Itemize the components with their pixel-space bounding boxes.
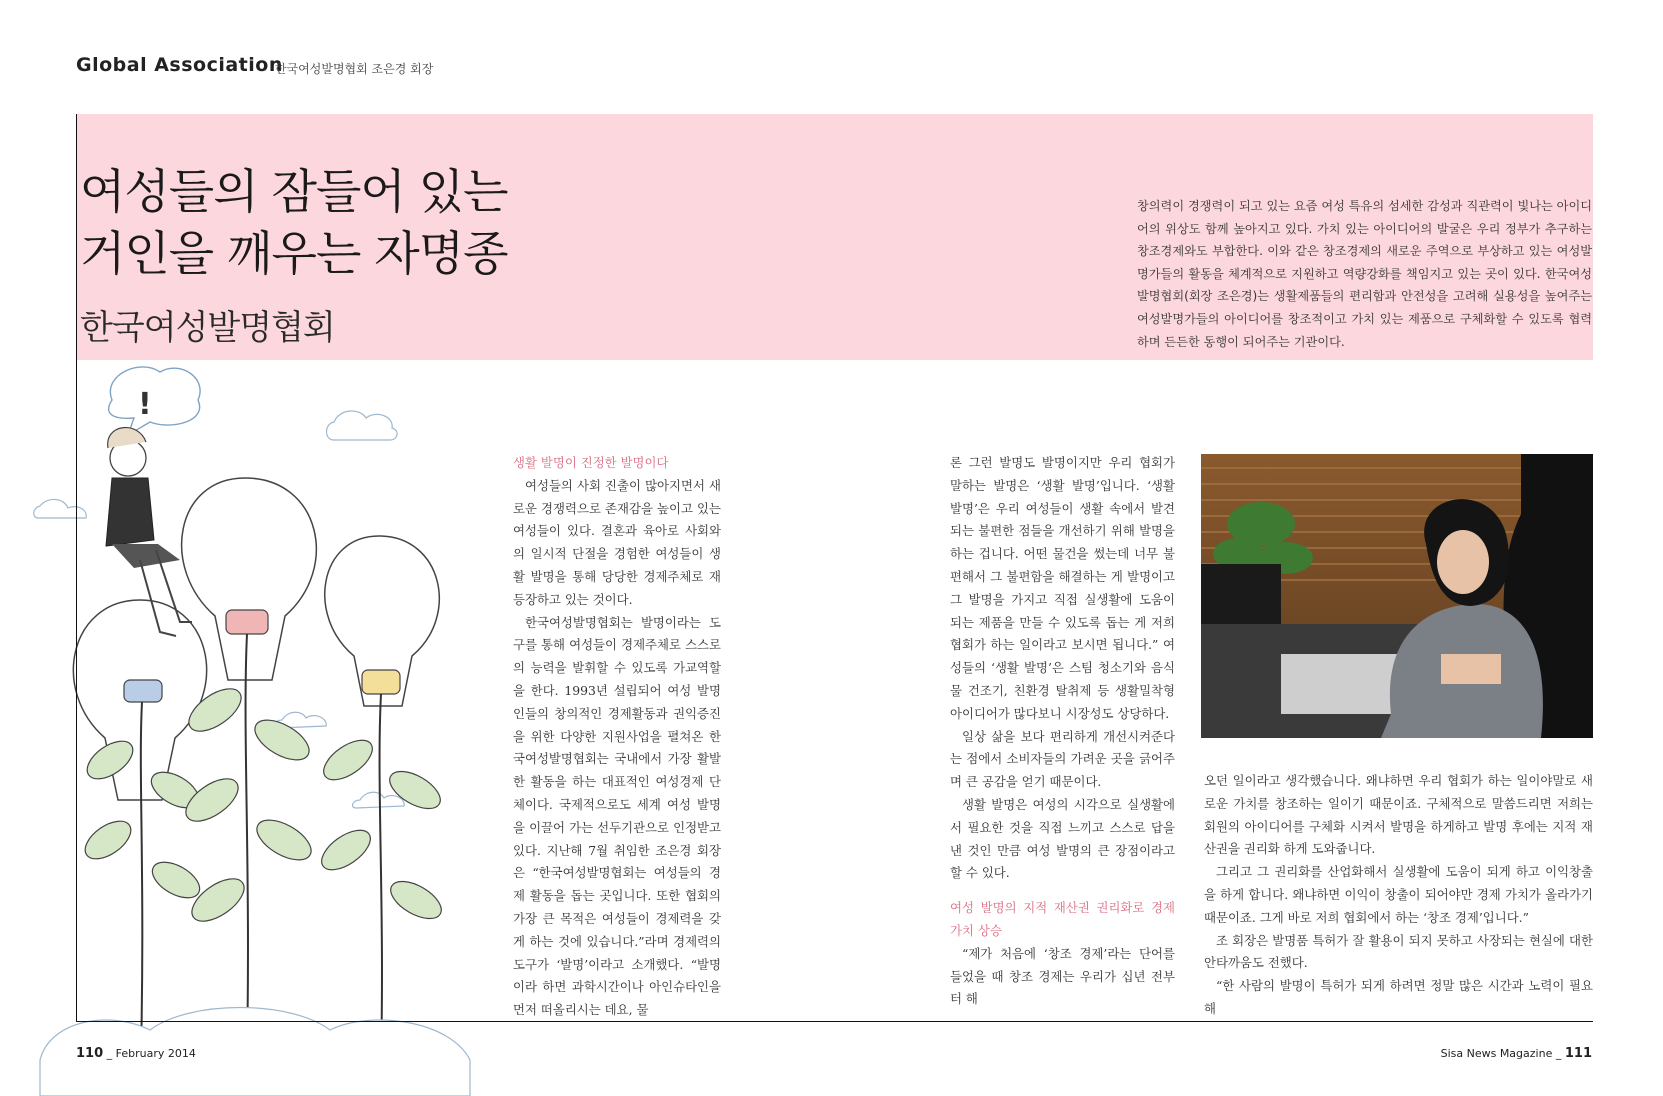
page-number-left: 110 — [76, 1046, 104, 1061]
paragraph: 그리고 그 권리화를 산업화해서 실생활에 도움이 되게 하고 이익창출을 하게 합니다. 왜냐하면 이익이 창출이 되어야만 경제 가치가 올라가기 때문이죠. 그게 바로 저희 협회에서 하는 ‘창조 경제’입니다.” — [1204, 864, 1593, 925]
headline — [80, 162, 508, 286]
paragraph: 론 그런 발명도 발명이지만 우리 협회가 말하는 발명은 ‘생활 발명’입니다. ‘생활 발명’은 우리 여성들이 생활 속에서 발견되는 불편한 점들을 개선하기 위해 발명을 하는 겁니다. 어떤 물건을 썼는데 너무 불편해서 그 불편함을 해결하는 게 발명이고 그 발명을 가지고 직접 실생활에 도움이 되는 제품을 만들 수 있도록 돕는 게 저희 협회가 하는 일이라고 보시면 됩니다.” 여성들의 ‘생활 발명’은 스팀 청소기와 음식물 건조기, 친환경 탈취제 등 생활밀착형 아이디어가 많다보니 시장성도 상당하다. — [950, 455, 1175, 721]
left-border-rule — [76, 114, 77, 1022]
paragraph: “한 사람의 발명이 특허가 되게 하려면 정말 많은 시간과 노력이 필요해 — [1204, 978, 1593, 1016]
bottom-border-rule — [76, 1021, 1593, 1022]
paragraph: 한국여성발명협회는 발명이라는 도구를 통해 여성들이 경제주체로 스스로의 능력을 발휘할 수 있도록 가교역할을 한다. 1993년 설립되어 여성 발명인들의 창의적인 경제활동과 권익증진을 위한 다양한 지원사업을 펼쳐온 한국여성발명협회는 국내에서 가장 활발한 활동을 하는 대표적인 여성경제 단체이다. 국제적으로도 세계 여성 발명을 이끌어 가는 선두기관으로 인정받고 있다. 지난해 7월 취임한 조은경 회장은 “한국여성발명협회는 여성들의 경제 활동을 돕는 곳입니다. 또한 협회의 가장 큰 목적은 여성들이 경제력을 갖게 하는 것에 있습니다.”라며 경제력의 도구가 ‘발명’이라고 소개했다. “발명이라 하면 과학시간이나 아인슈타인을 먼저 떠올리시는 데요, 물 — [513, 614, 721, 1018]
article-column-3 — [1204, 770, 1593, 1021]
section-name: Global Association — [76, 54, 283, 76]
folio-left — [76, 1046, 196, 1061]
headline-line-1: 여성들의 잠들어 있는 — [80, 165, 508, 220]
paragraph: 일상 삶을 보다 편리하게 개선시켜준다는 점에서 소비자들의 가려운 곳을 긁어주며 큰 공감을 얻기 때문이다. — [950, 728, 1175, 790]
section-subtitle: 한국여성발명협회 조은경 회장 — [275, 62, 434, 76]
intro-paragraph: 창의력이 경쟁력이 되고 있는 요즘 여성 특유의 섬세한 감성과 직관력이 빛나는 아이디어의 위상도 함께 높아지고 있다. 가치 있는 아이디어의 발굴은 우리 정부가 추구하는 창조경제와도 부합한다. 이와 같은 창조경제의 새로운 주역으로 부상하고 있는 여성발명가들의 활동을 체계적으로 지원하고 역량강화를 책임지고 있는 곳이 있다. 한국여성발명협회(회장 조은경)는 생활제품들의 편리함과 안전성을 고려해 실용성을 높여주는 여성발명가들의 아이디어를 창조적이고 가치 있는 제품으로 구체화할 수 있도록 협력하며 든든한 동행이 되어주는 기관이다. — [1137, 199, 1592, 349]
speech-bubble-icon — [109, 367, 200, 435]
monitor-icon — [1201, 564, 1281, 634]
magazine-name: Sisa News Magazine — [1440, 1047, 1553, 1060]
folio-separator: _ — [1552, 1047, 1565, 1060]
paragraph: 여성들의 사회 진출이 많아지면서 새로운 경쟁력으로 존재감을 높이고 있는 여성들이 있다. 결혼과 육아로 사회와의 일시적 단절을 경험한 여성들이 생활 발명을 통해 당당한 경제주체로 재등장하고 있는 것이다. — [513, 477, 721, 607]
lightbulb-plant-illustration — [30, 360, 480, 1096]
issue-date: February 2014 — [115, 1047, 196, 1060]
folio-right — [1441, 1046, 1592, 1061]
paragraph: “제가 처음에 ‘창조 경제’라는 단어를 들었을 때 창조 경제는 우리가 십년 전부터 해 — [950, 945, 1175, 1007]
org-name: 한국여성발명협회 — [80, 308, 335, 348]
exclamation-mark: ! — [138, 387, 152, 422]
article-column-1 — [513, 452, 721, 1022]
subheading-life-invention: 생활 발명이 진정한 발명이다 — [513, 455, 669, 470]
page-number-right: 111 — [1564, 1046, 1592, 1061]
article-column-2 — [950, 452, 1175, 1011]
headline-line-2: 거인을 깨우는 자명종 — [80, 227, 508, 282]
president-photo — [1201, 454, 1593, 738]
paragraph: 오던 일이라고 생각했습니다. 왜냐하면 우리 협회가 하는 일이야말로 새로운 가치를 창조하는 일이기 때문이죠. 구체적으로 말씀드리면 저희는 회원의 아이디어를 구체화 시켜서 발명을 하게하고 발명 후에는 지적 재산권을 권리화 하게 도와줍니다. — [1204, 773, 1593, 857]
folio-separator: _ — [103, 1047, 116, 1060]
paragraph: 조 회장은 발명품 특허가 잘 활용이 되지 못하고 사장되는 현실에 대한 안타까움도 전했다. — [1204, 932, 1593, 971]
paragraph: 생활 발명은 여성의 시각으로 실생활에서 필요한 것을 직접 느끼고 스스로 답을 낸 것인 만큼 여성 발명의 큰 장점이라고 할 수 있다. — [950, 796, 1175, 881]
subheading-ip-rights: 여성 발명의 지적 재산권 권리화로 경제 가치 상승 — [950, 900, 1175, 938]
